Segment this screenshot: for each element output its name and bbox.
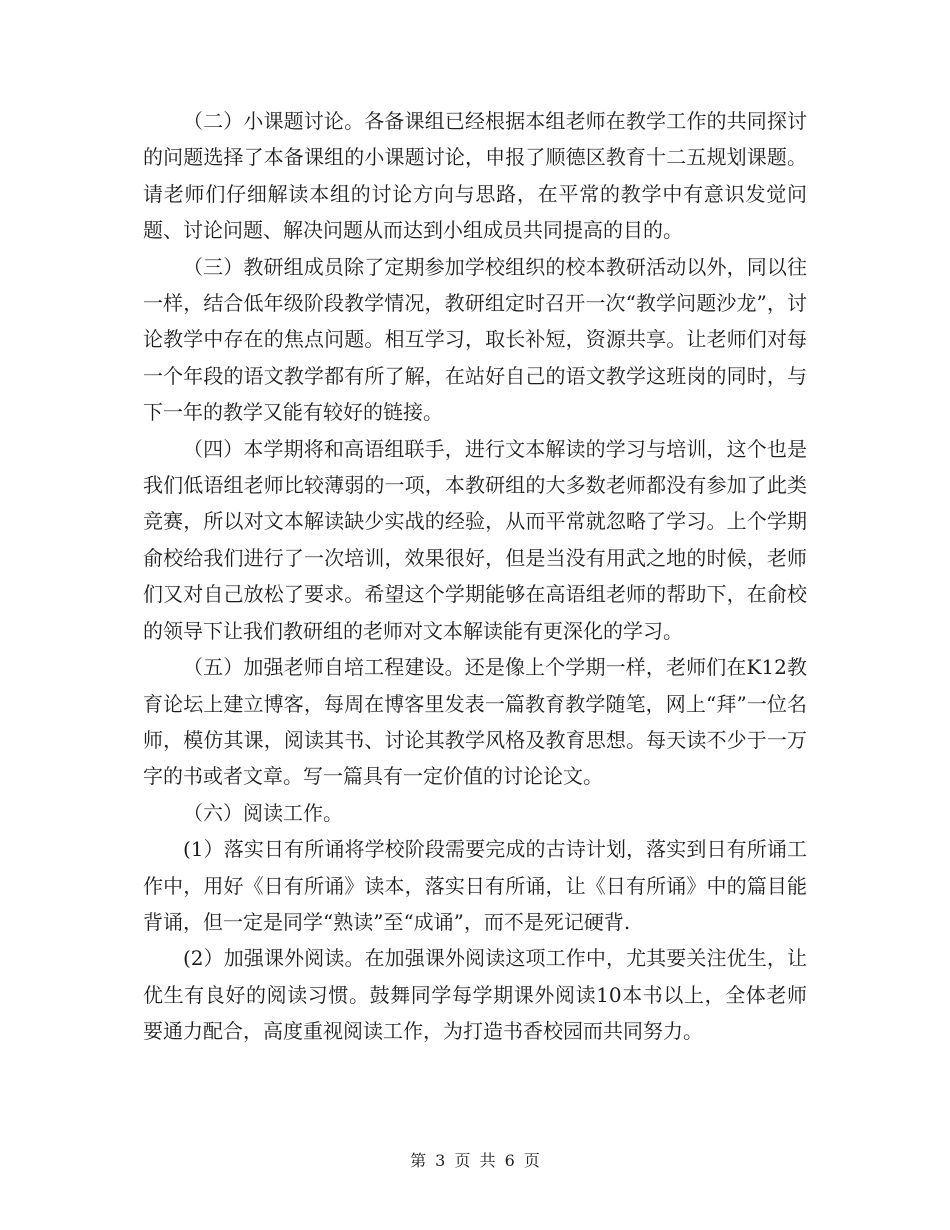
page-number-footer: 第 3 页 共 6 页 <box>410 1151 540 1170</box>
paragraph-6-item-1: (1）落实日有所诵将学校阶段需要完成的古诗计划，落实到日有所诵工作中，用好《日有所诵》读本，落实日有所诵，让《日有所诵》中的篇目能背诵，但一定是同学“熟读”至“成诵”，而不是死记硬背. <box>143 837 807 934</box>
paragraph-2-topic-discussion: （二）小课题讨论。各备课组已经根据本组老师在教学工作的共同探讨的问题选择了本备课组的小课题讨论，申报了顺德区教育十二五规划课题。请老师们仔细解读本组的讨论方向与思路，在平常的教学中有意识发觉问题、讨论问题、解决问题从而达到小组成员共同提高的目的。 <box>143 109 807 243</box>
paragraph-6-item-2: (2）加强课外阅读。在加强课外阅读这项工作中，尤其要关注优生，让优生有良好的阅读习惯。鼓舞同学每学期课外阅读10本书以上，全体老师要通力配合，高度重视阅读工作，为打造书香校园而共同努力。 <box>143 946 807 1044</box>
paragraph-4-text-interpretation: （四）本学期将和高语组联手，进行文本解读的学习与培训，这个也是我们低语组老师比较薄弱的一项，本教研组的大多数老师都没有参加了此类竞赛，所以对文本解读缺少实战的经验，从而平常就忽略了学习。上个学期俞校给我们进行了一次培训，效果很好，但是当没有用武之地的时候，老师们又对自己放松了要求。希望这个学期能够在高语组老师的帮助下，在俞校的领导下让我们教研组的老师对文本解读能有更深化的学习。 <box>143 436 807 643</box>
paragraph-3-teaching-salon: （三）教研组成员除了定期参加学校组织的校本教研活动以外，同以往一样，结合低年级阶段教学情况，教研组定时召开一次“教学问题沙龙”，讨论教学中存在的焦点问题。相互学习，取长补短，资源共享。让老师们对每一个年段的语文教学都有所了解，在站好自己的语文教学这班岗的同时，与下一年的教学又能有较好的链接。 <box>143 254 807 425</box>
paragraph-5-self-training: （五）加强老师自培工程建设。还是像上个学期一样，老师们在K12教育论坛上建立博客，每周在博客里发表一篇教育教学随笔，网上“拜”一位名师，模仿其课，阅读其书、讨论其教学风格及教育思想。每天读不少于一万字的书或者文章。写一篇具有一定价值的讨论论文。 <box>143 655 807 789</box>
document-body <box>143 103 807 1050</box>
paragraph-6-reading-heading: （六）阅读工作。 <box>183 800 343 825</box>
